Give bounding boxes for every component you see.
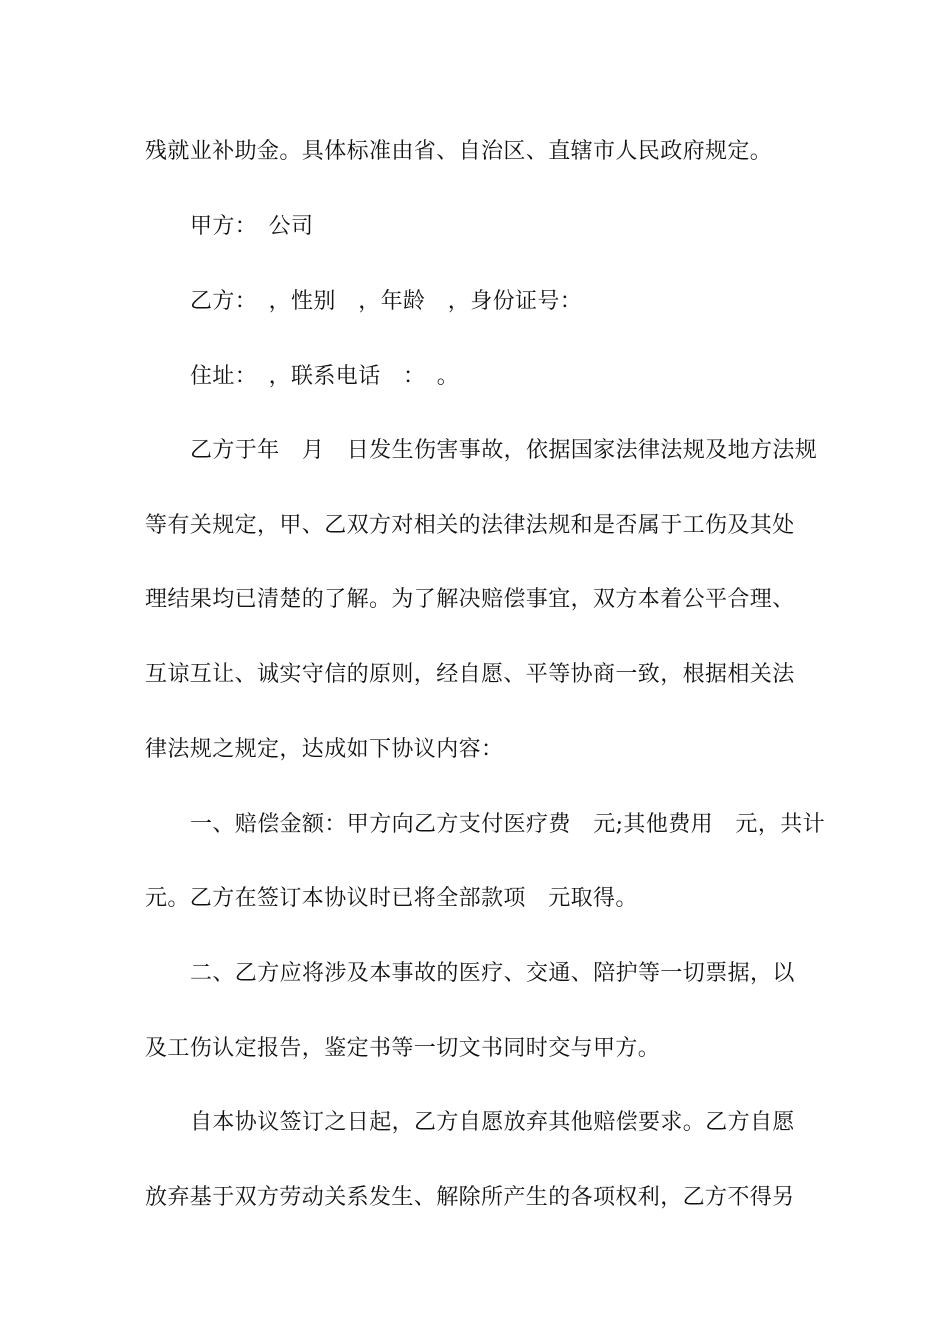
text-line: 住址： ，联系电话 ： 。 [190, 364, 460, 389]
text-line: 等有关规定，甲、乙双方对相关的法律法规和是否属于工伤及其处 [145, 513, 795, 538]
text-line: 律法规之规定，达成如下协议内容： [145, 737, 504, 762]
text-line: 二、乙方应将涉及本事故的医疗、交通、陪护等一切票据，以 [190, 961, 795, 986]
text-line: 乙方于年 月 日发生伤害事故，依据国家法律法规及地方法规 [190, 438, 818, 463]
text-line: 及工伤认定报告，鉴定书等一切文书同时交与甲方。 [145, 1036, 661, 1061]
text-line: 一、赔偿金额：甲方向乙方支付医疗费 元;其他费用 元，共计 [190, 812, 826, 837]
text-line: 理结果均已清楚的了解。为了解决赔偿事宜，双方本着公平合理、 [145, 587, 795, 612]
text-line: 乙方： ，性别 ，年龄 ，身份证号： [190, 289, 583, 314]
text-line: 甲方： 公司 [190, 214, 314, 239]
text-line: 自本协议签订之日起，乙方自愿放弃其他赔偿要求。乙方自愿 [190, 1110, 795, 1135]
text-line: 放弃基于双方劳动关系发生、解除所产生的各项权利，乙方不得另 [145, 1185, 795, 1210]
text-line: 元。乙方在签订本协议时已将全部款项 元取得。 [145, 886, 638, 911]
text-line: 残就业补助金。具体标准由省、自治区、直辖市人民政府规定。 [145, 139, 773, 164]
text-line: 互谅互让、诚实守信的原则，经自愿、平等协商一致，根据相关法 [145, 662, 795, 687]
